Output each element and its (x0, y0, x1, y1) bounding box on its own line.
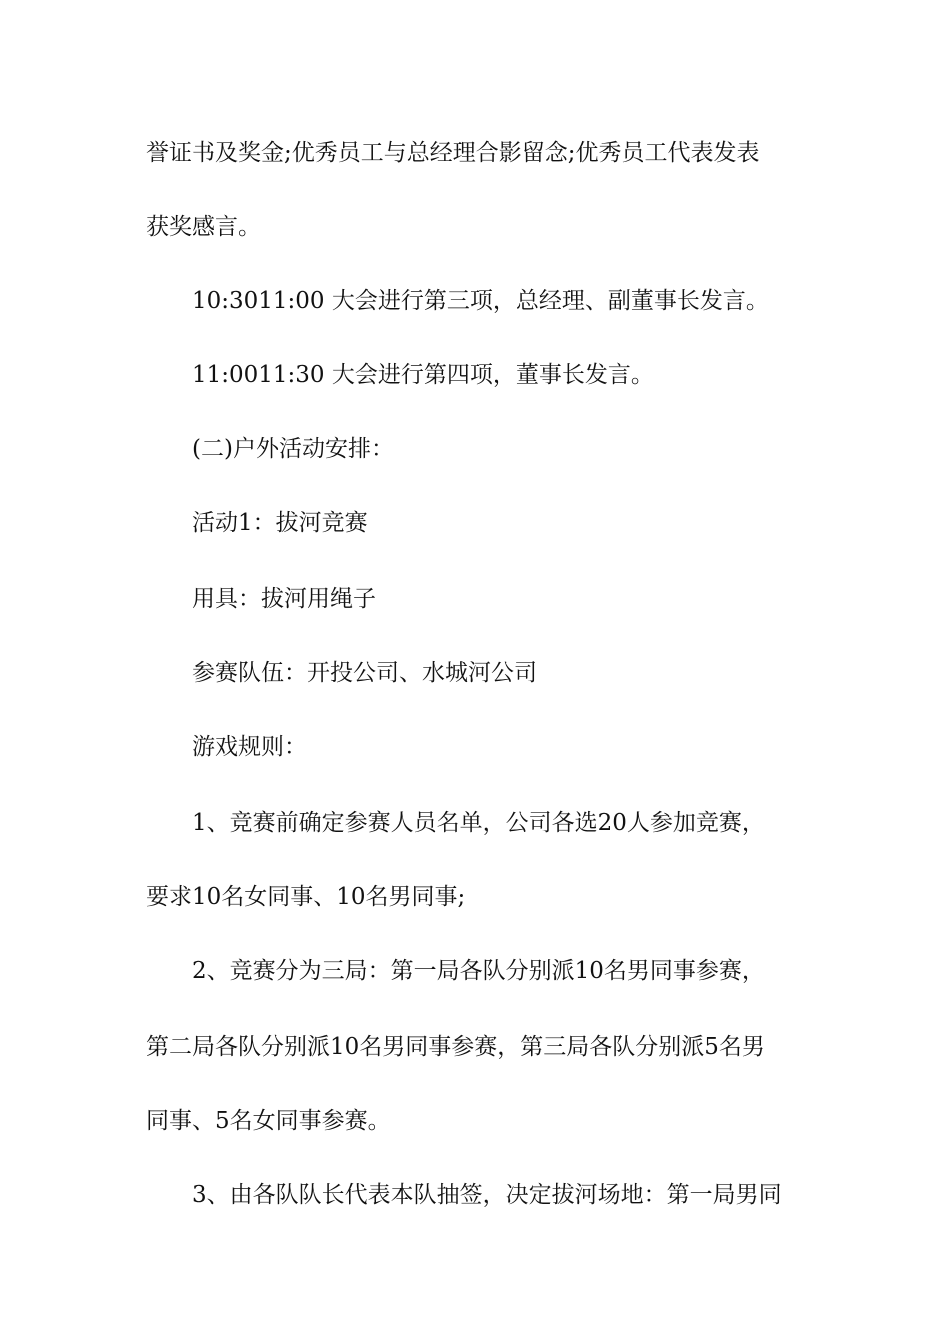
text-line: 10:3011:00 大会进行第三项，总经理、副董事长发言。 (192, 288, 769, 314)
text-line: 第二局各队分别派10名男同事参赛，第三局各队分别派5名男 (146, 1034, 765, 1060)
text-line: 获奖感言。 (146, 214, 261, 240)
text-line: 游戏规则： (192, 734, 307, 760)
text-line: 参赛队伍：开投公司、水城河公司 (192, 660, 537, 686)
text-line: 11:0011:30 大会进行第四项，董事长发言。 (192, 362, 654, 388)
text-line: 同事、5名女同事参赛。 (146, 1108, 391, 1134)
text-line: 1、竞赛前确定参赛人员名单，公司各选20人参加竞赛， (192, 810, 765, 836)
text-line: 活动1：拔河竞赛 (192, 510, 368, 536)
text-line: 要求10名女同事、10名男同事; (146, 884, 466, 910)
text-line: 用具：拔河用绳子 (192, 586, 376, 612)
text-line: 誉证书及奖金;优秀员工与总经理合影留念;优秀员工代表发表 (146, 140, 760, 166)
text-line: 2、竞赛分为三局：第一局各队分别派10名男同事参赛， (192, 958, 765, 984)
text-line: 3、由各队队长代表本队抽签，决定拔河场地：第一局男同 (192, 1182, 782, 1208)
section-heading: (二)户外活动安排： (192, 436, 394, 462)
